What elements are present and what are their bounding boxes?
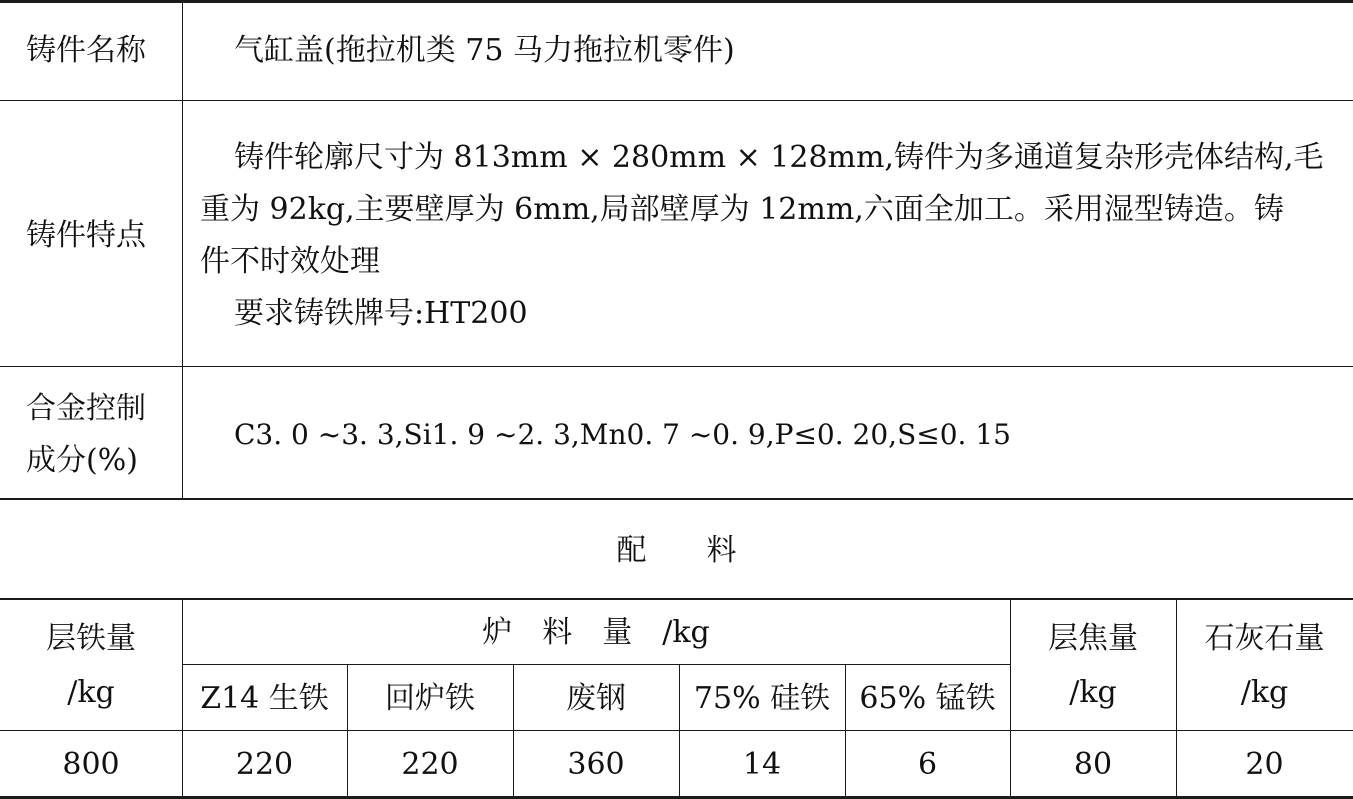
name-label: 铸件名称 (26, 33, 146, 68)
alloy-label: 合金控制 (26, 391, 146, 426)
table-cell: 800 (62, 747, 120, 782)
features-label: 铸件特点 (26, 218, 146, 253)
table-cell: 220 (235, 747, 294, 782)
header-layer-coke-unit: /kg (1069, 675, 1117, 710)
divider (0, 366, 1353, 367)
top-border (0, 0, 1353, 3)
header-limestone: 石灰石量 (1204, 621, 1325, 656)
header-layer-coke: 层焦量 (1048, 621, 1138, 656)
subheader-pig-iron: Z14 生铁 (200, 681, 329, 716)
column-divider (182, 0, 183, 500)
subheader-ferrosilicon: 75% 硅铁 (693, 681, 831, 716)
header-bottom-divider (0, 730, 1353, 731)
header-charge-group: 炉 料 量 /kg (482, 615, 710, 650)
table-top-border (0, 598, 1353, 600)
alloy-value: C3. 0 ~3. 3,Si1. 9 ~2. 3,Mn0. 7 ~0. 9,P≤0. 20,S≤0. 15 (234, 418, 1011, 451)
section-title: 配 料 (616, 533, 737, 568)
header-limestone-unit: /kg (1240, 675, 1289, 710)
table-cell: 20 (1245, 747, 1284, 782)
subheader-return-iron: 回炉铁 (385, 681, 475, 716)
features-line: 件不时效处理 (200, 244, 380, 279)
header-layer-iron: 层铁量 (46, 621, 136, 656)
features-text (200, 132, 1340, 340)
header-sub-divider (182, 664, 1010, 665)
table-cell: 360 (567, 747, 625, 782)
subheader-scrap-steel: 废钢 (566, 681, 626, 716)
features-line: 铸件轮廓尺寸为 813mm × 280mm × 128mm,铸件为多通道复杂形壳体结构,毛 (234, 140, 1324, 175)
features-line: 要求铸铁牌号:HT200 (234, 296, 528, 331)
table-cell: 14 (742, 747, 782, 782)
divider (0, 498, 1353, 500)
header-layer-iron-unit: /kg (67, 675, 115, 710)
table-cell: 6 (917, 747, 938, 782)
features-line: 重为 92kg,主要壁厚为 6mm,局部壁厚为 12mm,六面全加工。采用湿型铸造。铸 (200, 192, 1284, 227)
divider (0, 100, 1353, 101)
table-cell: 80 (1073, 747, 1113, 782)
subheader-ferromanganese: 65% 锰铁 (859, 681, 996, 716)
alloy-label: 成分(%) (26, 443, 138, 478)
name-value: 气缸盖(拖拉机类 75 马力拖拉机零件) (234, 33, 735, 68)
table-cell: 220 (401, 747, 459, 782)
